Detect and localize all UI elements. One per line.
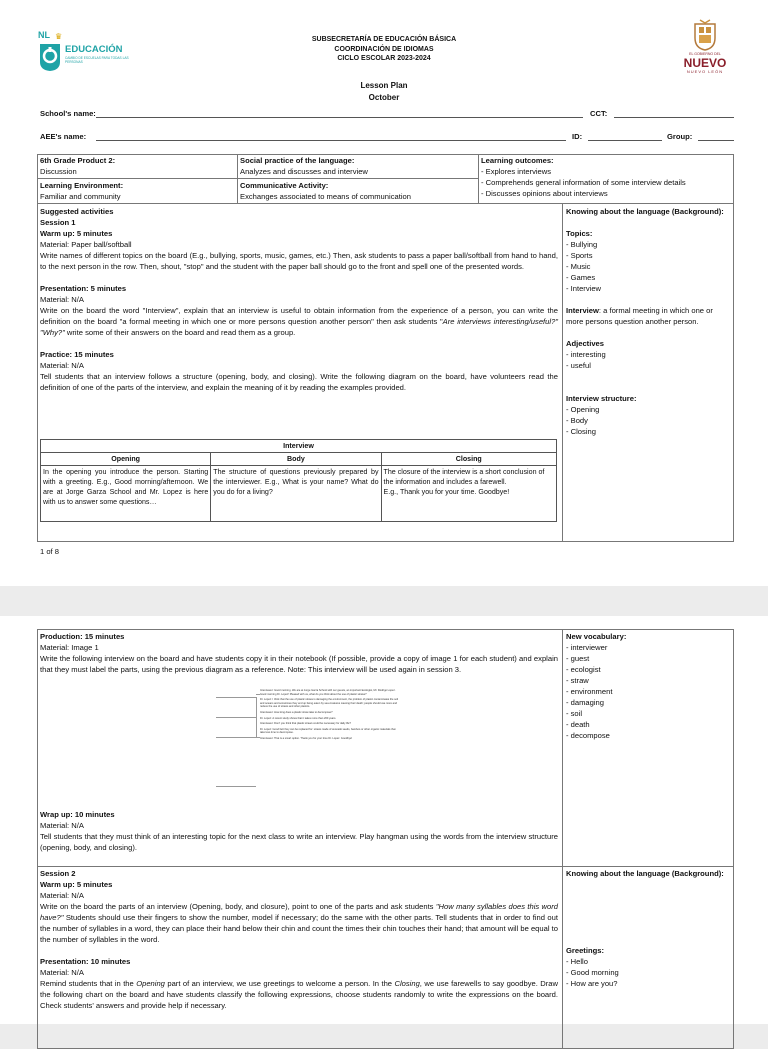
outcome-item: - Explores interviews bbox=[481, 167, 552, 176]
image-line: Interviewer: Good morning. We are at Jorge Garza School with our guests, an important Ecologist, Mr. Rodrigo Lopez. Good morning Dr. Lopez! Pleased with us, what do you think about the use of plastic straws? bbox=[260, 689, 396, 696]
product-label: 6th Grade Product 2: bbox=[40, 156, 116, 165]
knowing-language-1 bbox=[566, 206, 732, 437]
id-field[interactable] bbox=[588, 140, 662, 141]
vocab-item: - decompose bbox=[566, 731, 610, 740]
interview-image-1 bbox=[212, 686, 402, 804]
org-line-1: SUBSECRETARÍA DE EDUCACIÓN BÁSICA bbox=[311, 36, 457, 43]
org-line-3: CICLO ESCOLAR 2023-2024 bbox=[337, 55, 431, 62]
vocab-item: - soil bbox=[566, 709, 583, 718]
org-line-2: COORDINACIÓN DE IDIOMAS bbox=[334, 45, 434, 53]
nl-logo-top: EL GOBIERNO DEL bbox=[689, 52, 721, 56]
practice-material: Material: N/A bbox=[40, 361, 84, 370]
vocab-item: - guest bbox=[566, 654, 590, 663]
info-social bbox=[240, 155, 368, 177]
knowing-heading-2: Knowing about the language (Background): bbox=[566, 869, 724, 878]
s2-warmup-text: Write on the board the parts of an interview (Opening, body, and closure), point to one of the parts and ask students "How many syllables does this word have?" Students should use their fingers to show the number, model if necessary; do the same with the other parts. Tell students that in order to find out the number of syllables in a word, they can place their hand below their chin and count the times their chin touches their hand; that amount will be equal to the number of syllables in the word. bbox=[40, 902, 558, 944]
vocab-item: - death bbox=[566, 720, 590, 729]
suggested-activities-heading: Suggested activities bbox=[40, 207, 114, 216]
cct-field[interactable] bbox=[614, 117, 734, 118]
image-line: Interviewer: That is a smart option. Thank you for your time Dr. Lopez. Goodbye! bbox=[260, 736, 353, 740]
outcome-item: - Discusses opinions about interviews bbox=[481, 189, 608, 198]
wrapup-heading: Wrap up: 10 minutes bbox=[40, 810, 115, 819]
group-label: Group: bbox=[667, 132, 693, 141]
body-header: Body bbox=[211, 453, 381, 466]
topic-item: - Interview bbox=[566, 284, 602, 293]
nuevo-leon-logo bbox=[672, 18, 738, 80]
structure-item: - Body bbox=[566, 416, 588, 425]
info-outcomes bbox=[481, 155, 686, 199]
presentation-heading: Presentation: 5 minutes bbox=[40, 284, 127, 293]
group-field[interactable] bbox=[698, 140, 734, 141]
vocab-item: - interviewer bbox=[566, 643, 608, 652]
session-heading: Session 1 bbox=[40, 218, 76, 227]
education-logo-text: EDUCACIÓN bbox=[65, 44, 123, 55]
greeting-item: - Hello bbox=[566, 957, 588, 966]
warmup-heading: Warm up: 5 minutes bbox=[40, 229, 113, 238]
closing-cell bbox=[381, 466, 556, 522]
aee-name-label: AEE's name: bbox=[40, 132, 87, 141]
structure-item: - Opening bbox=[566, 405, 600, 414]
s2-warmup-material: Material: N/A bbox=[40, 891, 84, 900]
nl-mark: NL bbox=[38, 30, 50, 40]
product-value: Discussion bbox=[40, 167, 77, 176]
production-heading: Production: 15 minutes bbox=[40, 632, 125, 641]
knowing-heading: Knowing about the language (Background): bbox=[566, 207, 724, 216]
info-environment bbox=[40, 180, 123, 202]
nl-logo-bottom: NUEVO LEÓN bbox=[686, 69, 724, 74]
session-2-section bbox=[40, 868, 558, 1011]
s2-presentation-heading: Presentation: 10 minutes bbox=[40, 957, 131, 966]
closing-header: Closing bbox=[381, 453, 556, 466]
knowing-language-2 bbox=[566, 868, 732, 989]
warmup-material: Material: Paper ball/softball bbox=[40, 240, 132, 249]
topics-heading: Topics: bbox=[566, 229, 593, 238]
info-product bbox=[40, 155, 115, 177]
school-name-label: School's name: bbox=[40, 109, 96, 118]
production-material: Material: Image 1 bbox=[40, 643, 99, 652]
wrapup-material: Material: N/A bbox=[40, 821, 84, 830]
vocab-item: - damaging bbox=[566, 698, 604, 707]
interview-definition: Interview: a formal meeting in which one or more persons question another person. bbox=[566, 306, 713, 326]
vocab-item: - environment bbox=[566, 687, 613, 696]
vocab-item: - ecologist bbox=[566, 665, 601, 674]
opening-header: Opening bbox=[41, 453, 211, 466]
social-practice-value: Analyzes and discusses and interview bbox=[240, 167, 368, 176]
lesson-plan-title bbox=[284, 80, 484, 104]
nl-logo-main: NUEVO bbox=[683, 56, 727, 70]
environment-label: Learning Environment: bbox=[40, 181, 124, 190]
topic-item: - Sports bbox=[566, 251, 593, 260]
education-logo-tagline: CAMBIO DE ESCUELAS PARA TODAS LAS PERSONAS bbox=[65, 56, 129, 64]
vocab-item: - straw bbox=[566, 676, 589, 685]
image-line: Dr. Lopez: I think that the use of plastic straws is damaging the environment, the problem of plastic contaminates the soil and oceans and sometimes they end up being eaten by sea creatures causing their death; people should use more and reduce the use of straws and other plastics. bbox=[260, 698, 399, 709]
s2-warmup-heading: Warm up: 5 minutes bbox=[40, 880, 113, 889]
image-line: Dr. Lopez: A recent study shows that it takes more than 200 years. bbox=[260, 716, 337, 720]
interview-table-title: Interview bbox=[41, 440, 557, 453]
new-vocabulary bbox=[566, 631, 732, 741]
education-emblem-icon bbox=[38, 42, 62, 72]
practice-heading: Practice: 15 minutes bbox=[40, 350, 114, 359]
closing-example: E.g., Thank you for your time. Goodbye! bbox=[383, 488, 510, 496]
body-cell: The structure of questions previously prepared by the interviewer. E.g., What is your name? What do you do for a living? bbox=[211, 466, 381, 522]
environment-value: Familiar and community bbox=[40, 192, 121, 201]
production-text: Write the following interview on the board and have students copy it in their notebook (If possible, provide a copy of image 1 for each student) and explain that they must label the parts, using the previous diagram as a reference. Note: This interview will be used again in session 3. bbox=[40, 654, 558, 674]
coat-of-arms-icon bbox=[690, 18, 720, 52]
structure-heading: Interview structure: bbox=[566, 394, 637, 403]
interview-structure-table bbox=[40, 439, 557, 522]
session-2-heading: Session 2 bbox=[40, 869, 76, 878]
s2-presentation-text: Remind students that in the Opening part of an interview, we use greetings to welcome a person. In the Closing, we use farewells to say goodbye. Draw the following chart on the board and have students classify the following expressions, choose students randomly to write the expressions on the board. Check students' answers and provide help if necessary. bbox=[40, 979, 558, 1010]
id-label: ID: bbox=[572, 132, 583, 141]
closing-text: The closure of the interview is a short conclusion of the information and includes a farewell. bbox=[383, 468, 545, 486]
month: October bbox=[368, 93, 400, 102]
session-1-activities bbox=[40, 206, 558, 393]
outcomes-label: Learning outcomes: bbox=[481, 156, 554, 165]
structure-item: - Closing bbox=[566, 427, 596, 436]
greetings-heading: Greetings: bbox=[566, 946, 604, 955]
vocabulary-heading: New vocabulary: bbox=[566, 632, 627, 641]
page-2 bbox=[0, 616, 768, 1024]
org-header bbox=[234, 35, 534, 64]
image-line: Interviewer: Don't you think that plastic straws could be necessary for daily life? bbox=[260, 722, 351, 726]
page-number: 1 of 8 bbox=[40, 547, 59, 556]
topic-item: - Bullying bbox=[566, 240, 598, 249]
info-activity bbox=[240, 180, 411, 202]
image-line: Dr. Lopez: Good fact they can be replaced for: straws made of avocado seeds, bamboo or other organic materials that take less time to decompose. bbox=[260, 727, 396, 735]
social-practice-label: Social practice of the language: bbox=[240, 156, 355, 165]
education-logo bbox=[38, 30, 138, 80]
greeting-item: - Good morning bbox=[566, 968, 619, 977]
crown-icon: ♛ bbox=[55, 32, 63, 41]
adjectives-heading: Adjectives bbox=[566, 339, 604, 348]
school-name-field[interactable] bbox=[96, 117, 583, 118]
topic-item: - Music bbox=[566, 262, 591, 271]
activity-value: Exchanges associated to means of communication bbox=[240, 192, 411, 201]
wrapup-section bbox=[40, 809, 558, 853]
s2-presentation-material: Material: N/A bbox=[40, 968, 84, 977]
warmup-text: Write names of different topics on the board (E.g., bullying, sports, music, games, etc.) Then, ask students to pass a paper ball/softball from hand to hand, to the next person in the row. Then, shout, "stop" and the student with the paper ball should go to the front and spell one of the presented words. bbox=[40, 251, 558, 271]
wrapup-text: Tell students that they must think of an interesting topic for the next class to write an interview. Play hangman using the words from the interview structure (opening, body, and closing). bbox=[40, 832, 558, 852]
presentation-text: Write on the board the word "Interview", explain that an interview is useful to obtain information from the experience of a person, you can write the definition on the board "a formal meeting in which one or more persons question another person" then ask students "Are interviews interesting/useful?" "Why?" write some of their answers on the board and read them as a group. bbox=[40, 306, 558, 337]
topic-item: - Games bbox=[566, 273, 596, 282]
adjective-item: - useful bbox=[566, 361, 591, 370]
image-interview-text bbox=[260, 689, 400, 741]
production-section bbox=[40, 631, 558, 675]
cct-label: CCT: bbox=[590, 109, 608, 118]
aee-name-field[interactable] bbox=[96, 140, 566, 141]
presentation-material: Material: N/A bbox=[40, 295, 84, 304]
greeting-item: - How are you? bbox=[566, 979, 618, 988]
activity-label: Communicative Activity: bbox=[240, 181, 329, 190]
image-line: Interviewer: How long does a plastic straw take to decompose? bbox=[260, 710, 333, 714]
practice-text: Tell students that an interview follows a structure (opening, body, and closing). Write the following diagram on the board, have volunteers read the definition of one of the parts of the interview, and explain the meaning of it by reading the examples provided. bbox=[40, 372, 558, 392]
opening-cell: In the opening you introduce the person. Starting with a greeting. E.g., Good morning/afternoon. We are at Jorge Garza School and Mr. Lopez is here with us to answer some questions… bbox=[41, 466, 211, 522]
adjective-item: - interesting bbox=[566, 350, 606, 359]
outcome-item: - Comprehends general information of some interview details bbox=[481, 178, 686, 187]
title: Lesson Plan bbox=[360, 81, 408, 90]
